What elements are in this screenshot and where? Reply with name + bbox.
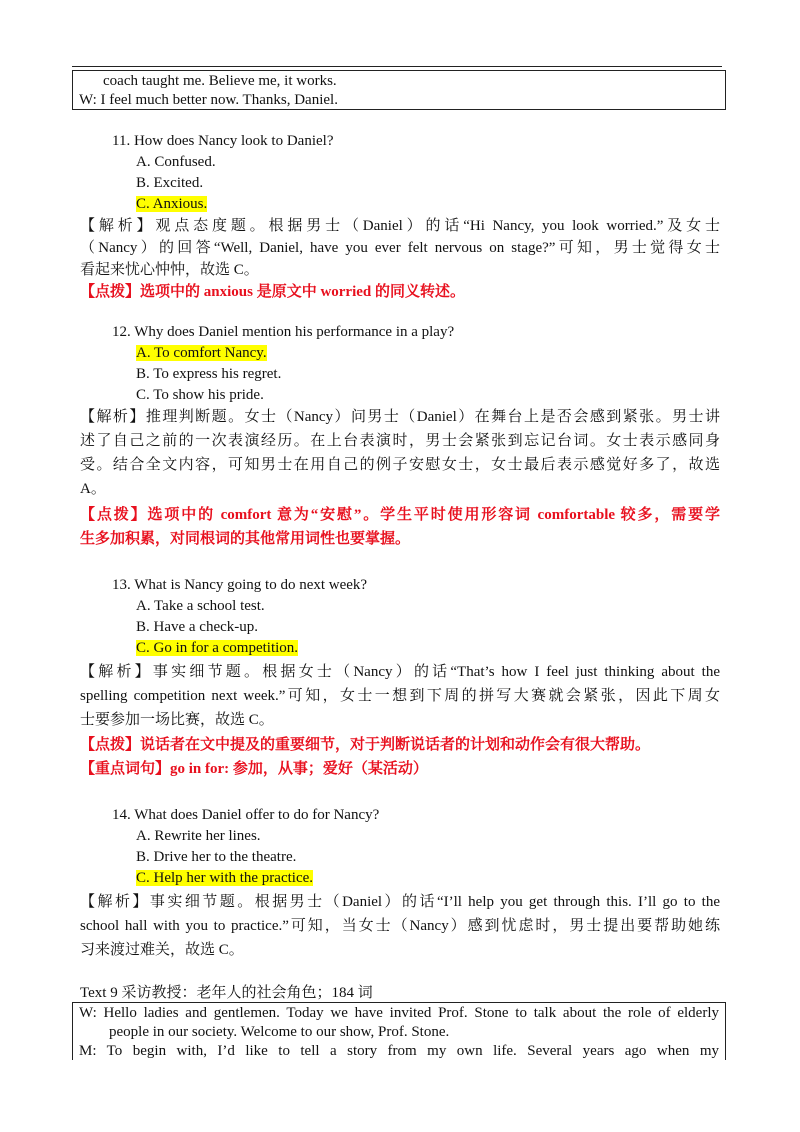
q13-option-c [136, 638, 776, 658]
q13-option-b: B. Have a check-up. [136, 619, 259, 635]
q12-tip: 【点拨】选项中的 comfort 意为“安慰”。学生平时使用形容词 comfortable 较多，需要学 [80, 507, 720, 523]
q12-analysis-line: 受。结合全文内容，可知男士在用自己的例子安慰女士，女士最后表示感觉好多了，故选 [80, 457, 720, 473]
q12-option-b: B. To express his regret. [136, 366, 282, 382]
q13-option-a: A. Take a school test. [136, 598, 265, 614]
transcript-line: W: Hello ladies and gentlemen. Today we have invited Prof. Stone to talk about the role of elderly [79, 1005, 719, 1021]
q14-option-b: B. Drive her to the theatre. [136, 849, 297, 865]
transcript-box-top [72, 70, 726, 110]
q13-analysis-line: 士要参加一场比赛，故选 C。 [80, 712, 274, 728]
q13-analysis-line: spelling competition next week.”可知，女士一想到下周的拼写大赛就会紧张，因此下周女 [80, 688, 720, 704]
q11-tip: 【点拨】选项中的 anxious 是原文中 worried 的同义转述。 [80, 284, 466, 300]
q13-tip: 【点拨】说话者在文中提及的重要细节，对于判断说话者的计划和动作会有很大帮助。 [80, 737, 651, 753]
transcript-line: coach taught me. Believe me, it works. [103, 73, 337, 89]
q13-analysis-line: 【解析】事实细节题。根据女士（Nancy）的话“That’s how I feel just thinking about the [80, 664, 720, 680]
question-11: 11. How does Nancy look to Daniel? [112, 133, 334, 149]
q11-option-a: A. Confused. [136, 154, 216, 170]
transcript-line: M: To begin with, I’d like to tell a story from my own life. Several years ago when my [79, 1043, 719, 1059]
question-12: 12. Why does Daniel mention his performance in a play? [112, 324, 455, 340]
q14-analysis-line: 习来渡过难关，故选 C。 [80, 942, 244, 958]
transcript-box-text9 [72, 1002, 726, 1060]
q14-analysis-line: school hall with you to practice.”可知，当女士（Nancy）感到忧虑时，男士提出要帮助她练 [80, 918, 720, 934]
top-rule [72, 66, 722, 67]
q12-analysis-line: 【解析】推理判断题。女士（Nancy）问男士（Daniel）在舞台上是否会感到紧张。男士讲 [80, 409, 720, 425]
answer-highlight: C. Anxious. [136, 196, 208, 212]
q12-option-a [136, 343, 776, 363]
q12-option-c: C. To show his pride. [136, 387, 264, 403]
question-14: 14. What does Daniel offer to do for Nancy? [112, 807, 380, 823]
answer-highlight: C. Help her with the practice. [136, 870, 314, 886]
q11-analysis-line: （Nancy）的回答“Well, Daniel, have you ever felt nervous on stage?”可知，男士觉得女士 [80, 240, 720, 256]
q14-option-c [136, 868, 776, 888]
answer-highlight: A. To comfort Nancy. [136, 345, 267, 361]
q12-tip: 生多加积累，对同根词的其他常用词性也要掌握。 [80, 531, 411, 547]
q11-analysis-line: 【解析】观点态度题。根据男士（Daniel）的话“Hi Nancy, you look worried.”及女士 [80, 218, 720, 234]
answer-highlight: C. Go in for a competition. [136, 640, 299, 656]
q12-analysis-line: A。 [80, 481, 106, 497]
q11-option-b: B. Excited. [136, 175, 204, 191]
q13-key-phrase: 【重点词句】go in for: 参加，从事；爱好（某活动） [80, 761, 428, 777]
transcript-line: people in our society. Welcome to our show, Prof. Stone. [109, 1024, 450, 1040]
q12-analysis-line: 述了自己之前的一次表演经历。在上台表演时，男士会紧张到忘记台词。女士表示感同身 [80, 433, 720, 449]
text9-heading: Text 9 采访教授：老年人的社会角色；184 词 [80, 985, 373, 1001]
question-13: 13. What is Nancy going to do next week? [112, 577, 368, 593]
transcript-line: W: I feel much better now. Thanks, Daniel. [79, 92, 338, 108]
q11-analysis-line: 看起来忧心忡忡，故选 C。 [80, 262, 259, 278]
q11-option-c [136, 194, 776, 214]
q14-option-a: A. Rewrite her lines. [136, 828, 261, 844]
q14-analysis-line: 【解析】事实细节题。根据男士（Daniel）的话“I’ll help you get through this. I’ll go to the [80, 894, 720, 910]
